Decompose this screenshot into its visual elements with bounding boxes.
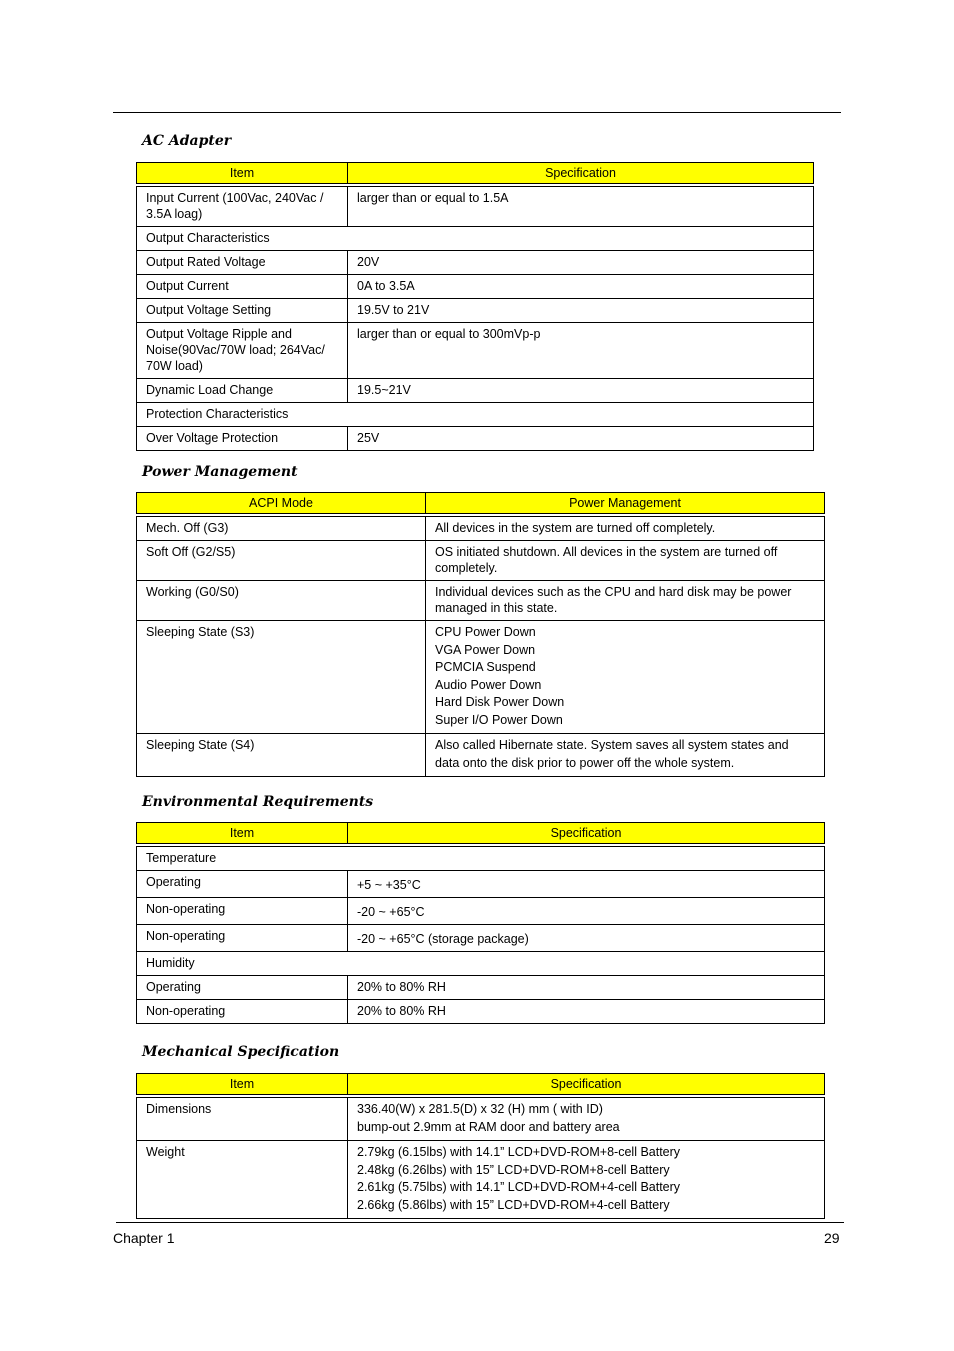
table-row bbox=[137, 541, 825, 581]
table-row bbox=[137, 403, 814, 427]
spec-line: bump-out 2.9mm at RAM door and battery area bbox=[357, 1119, 620, 1134]
table-row bbox=[137, 1141, 825, 1219]
item-cell: Over Voltage Protection bbox=[137, 427, 348, 451]
spec-cell bbox=[426, 581, 825, 621]
spec-cell: 19.5V to 21V bbox=[348, 299, 814, 323]
column-header: Specification bbox=[348, 823, 825, 844]
spec-cell: +5 ~ +35°C bbox=[348, 871, 825, 898]
spec-line: VGA Power Down bbox=[435, 642, 536, 657]
spec-cell: 19.5~21V bbox=[348, 379, 814, 403]
table-row bbox=[137, 379, 814, 403]
power-management-title: Power Management bbox=[142, 464, 298, 480]
spec-cell: -20 ~ +65°C bbox=[348, 898, 825, 925]
table-row bbox=[137, 427, 814, 451]
spec-line: 336.40(W) x 281.5(D) x 32 (H) mm ( with ID) bbox=[357, 1102, 603, 1116]
table-row bbox=[137, 621, 825, 734]
spec-cell: 25V bbox=[348, 427, 814, 451]
table-row bbox=[137, 299, 814, 323]
group-cell: Humidity bbox=[137, 952, 825, 976]
spec-cell: larger than or equal to 300mVp-p bbox=[348, 323, 814, 379]
item-cell: Operating bbox=[137, 871, 348, 898]
column-header: Specification bbox=[348, 163, 814, 184]
table-header-row bbox=[137, 1074, 825, 1095]
table-row bbox=[137, 251, 814, 275]
table-row bbox=[137, 227, 814, 251]
spec-line: Audio Power Down bbox=[435, 677, 542, 692]
column-header: Item bbox=[137, 163, 348, 184]
spec-cell: 0A to 3.5A bbox=[348, 275, 814, 299]
spec-cell: 20% to 80% RH bbox=[348, 1000, 825, 1024]
table-row bbox=[137, 898, 825, 925]
group-cell: Temperature bbox=[137, 847, 825, 871]
table-header-row bbox=[137, 823, 825, 844]
power-management-table bbox=[136, 492, 825, 777]
item-cell: Input Current (100Vac, 240Vac / 3.5A loag) bbox=[137, 187, 348, 227]
table-row bbox=[137, 323, 814, 379]
table-row bbox=[137, 847, 825, 871]
item-cell: Dimensions bbox=[137, 1098, 348, 1141]
spec-cell bbox=[348, 1098, 825, 1141]
table-row bbox=[137, 581, 825, 621]
item-cell: Output Voltage Ripple and Noise(90Vac/70W load; 264Vac/ 70W load) bbox=[137, 323, 348, 379]
ac-adapter-title: AC Adapter bbox=[142, 133, 232, 149]
spec-cell: 20% to 80% RH bbox=[348, 976, 825, 1000]
table-row bbox=[137, 734, 825, 777]
footer-page-number: 29 bbox=[824, 1230, 840, 1246]
item-cell: Weight bbox=[137, 1141, 348, 1219]
item-cell: Output Voltage Setting bbox=[137, 299, 348, 323]
spec-line: Hard Disk Power Down bbox=[435, 695, 565, 709]
table-row bbox=[137, 952, 825, 976]
item-cell: Soft Off (G2/S5) bbox=[137, 541, 426, 581]
header-rule bbox=[113, 112, 841, 113]
item-cell: Mech. Off (G3) bbox=[137, 517, 426, 541]
spec-cell bbox=[348, 1141, 825, 1219]
footer-chapter: Chapter 1 bbox=[113, 1230, 175, 1246]
ac-adapter-table bbox=[136, 162, 814, 451]
item-cell: Non-operating bbox=[137, 1000, 348, 1024]
item-cell: Sleeping State (S4) bbox=[137, 734, 426, 777]
table-row bbox=[137, 517, 825, 541]
environmental-table bbox=[136, 822, 825, 1024]
column-header: Item bbox=[137, 1074, 348, 1095]
group-cell: Protection Characteristics bbox=[137, 403, 814, 427]
spec-cell: -20 ~ +65°C (storage package) bbox=[348, 925, 825, 952]
table-row bbox=[137, 871, 825, 898]
environmental-title: Environmental Requirements bbox=[142, 794, 374, 810]
spec-cell bbox=[426, 517, 825, 541]
column-header: Item bbox=[137, 823, 348, 844]
spec-line: All devices in the system are turned off completely. bbox=[435, 521, 716, 535]
spec-cell bbox=[426, 734, 825, 777]
spec-line: 2.66kg (5.86lbs) with 15” LCD+DVD-ROM+4-cell Battery bbox=[357, 1197, 670, 1212]
item-cell: Sleeping State (S3) bbox=[137, 621, 426, 734]
spec-line: 2.79kg (6.15lbs) with 14.1” LCD+DVD-ROM+8-cell Battery bbox=[357, 1145, 681, 1159]
item-cell: Output Current bbox=[137, 275, 348, 299]
spec-line: Individual devices such as the CPU and hard disk may be power managed in this state. bbox=[435, 585, 792, 615]
table-header-row bbox=[137, 163, 814, 184]
spec-line: 2.61kg (5.75lbs) with 14.1” LCD+DVD-ROM+4-cell Battery bbox=[357, 1180, 681, 1194]
mechanical-table bbox=[136, 1073, 825, 1219]
item-cell: Operating bbox=[137, 976, 348, 1000]
spec-line: Super I/O Power Down bbox=[435, 712, 563, 727]
mechanical-title: Mechanical Specification bbox=[142, 1044, 340, 1060]
table-row bbox=[137, 925, 825, 952]
table-header-row bbox=[137, 493, 825, 514]
table-row bbox=[137, 1098, 825, 1141]
table-row bbox=[137, 1000, 825, 1024]
spec-line: PCMCIA Suspend bbox=[435, 660, 536, 674]
table-row bbox=[137, 275, 814, 299]
spec-line: 2.48kg (6.26lbs) with 15” LCD+DVD-ROM+8-cell Battery bbox=[357, 1162, 670, 1177]
column-header: Specification bbox=[348, 1074, 825, 1095]
spec-cell: 20V bbox=[348, 251, 814, 275]
column-header: ACPI Mode bbox=[137, 493, 426, 514]
item-cell: Non-operating bbox=[137, 898, 348, 925]
footer-rule bbox=[116, 1222, 844, 1223]
column-header: Power Management bbox=[426, 493, 825, 514]
table-row bbox=[137, 187, 814, 227]
spec-cell bbox=[426, 541, 825, 581]
item-cell: Non-operating bbox=[137, 925, 348, 952]
item-cell: Output Rated Voltage bbox=[137, 251, 348, 275]
table-row bbox=[137, 976, 825, 1000]
spec-cell: larger than or equal to 1.5A bbox=[348, 187, 814, 227]
spec-line: OS initiated shutdown. All devices in the system are turned off completely. bbox=[435, 545, 778, 575]
item-cell: Working (G0/S0) bbox=[137, 581, 426, 621]
item-cell: Dynamic Load Change bbox=[137, 379, 348, 403]
spec-line: CPU Power Down bbox=[435, 625, 536, 639]
spec-cell bbox=[426, 621, 825, 734]
spec-line: Also called Hibernate state. System saves all system states and data onto the disk prior to power off the whole system. bbox=[435, 738, 789, 770]
group-cell: Output Characteristics bbox=[137, 227, 814, 251]
